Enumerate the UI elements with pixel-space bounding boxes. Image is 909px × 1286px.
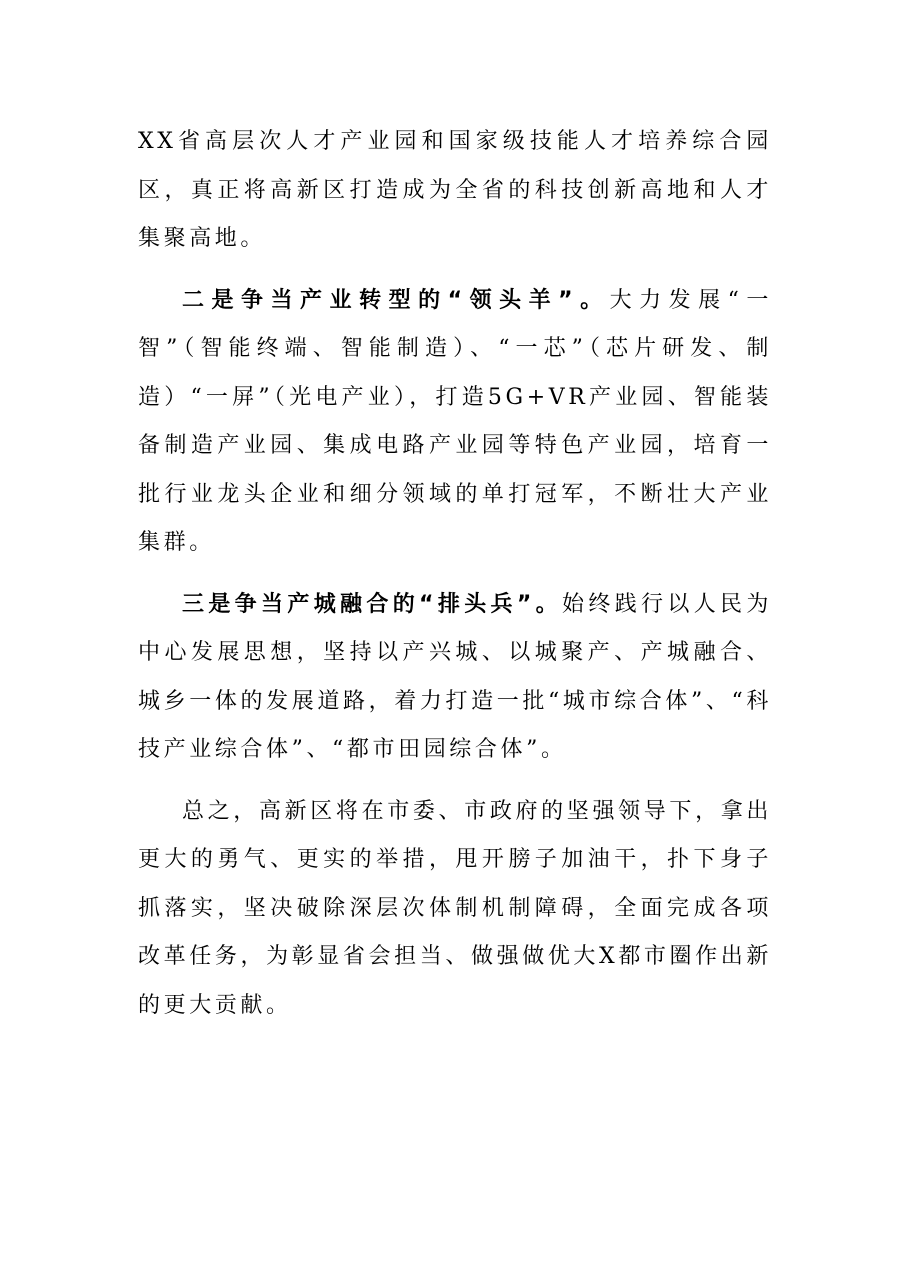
paragraph-industry-transformation bbox=[138, 277, 772, 568]
paragraph-continuation bbox=[138, 118, 772, 264]
paragraph-text: XX省高层次人才产业园和国家级技能人才培养综合园区，真正将高新区打造成为全省的科技创新高地和人才集聚高地。 bbox=[138, 129, 772, 251]
paragraph-text: 大力发展“一智”（智能终端、智能制造）、“一芯”（芯片研发、制造）“一屏”（光电产业），打造5G+VR产业园、智能装备制造产业园、集成电路产业园等特色产业园，培育一批行业龙头企业和细分领域的单打冠军，不断壮大产业集群。 bbox=[138, 287, 772, 555]
document-body bbox=[138, 118, 772, 1030]
paragraph-text: 始终践行以人民为中心发展思想，坚持以产兴城、以城聚产、产城融合、城乡一体的发展道路，着力打造一批“城市综合体”、“科技产业综合体”、“都市田园综合体”。 bbox=[138, 591, 772, 762]
paragraph-text: 总之，高新区将在市委、市政府的坚强领导下，拿出更大的勇气、更实的举措，甩开膀子加油干，扑下身子抓落实，坚决破除深层次体制机制障碍，全面完成各项改革任务，为彰显省会担当、做强做优大X都市圈作出新的更大贡献。 bbox=[138, 798, 772, 1018]
paragraph-conclusion bbox=[138, 788, 772, 1031]
paragraph-lead-heading: 三是争当产城融合的“排头兵”。 bbox=[182, 591, 563, 617]
paragraph-lead-heading: 二是争当产业转型的“领头羊”。 bbox=[182, 287, 610, 313]
paragraph-city-integration bbox=[138, 581, 772, 775]
